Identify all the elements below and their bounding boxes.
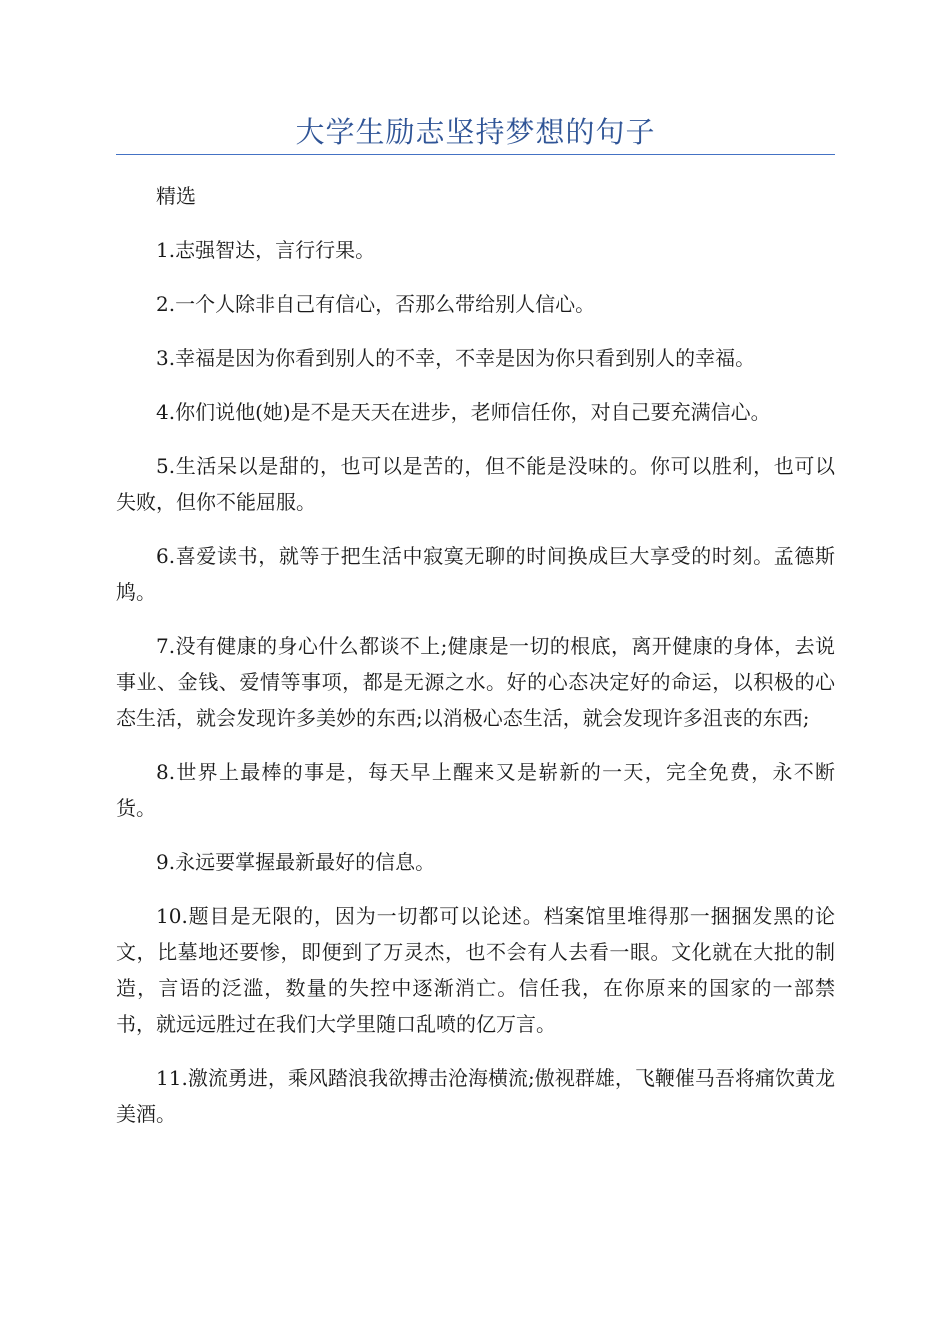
- paragraph-7: 7.没有健康的身心什么都谈不上;健康是一切的根底，离开健康的身体，去说事业、金钱、爱情等事项，都是无源之水。好的心态决定好的命运，以积极的心态生活，就会发现许多美妙的东西;以消极心态生活，就会发现许多沮丧的东西;: [116, 634, 835, 730]
- paragraph-10: 10.题目是无限的，因为一切都可以论述。档案馆里堆得那一捆捆发黑的论文，比墓地还要惨，即便到了万灵杰，也不会有人去看一眼。文化就在大批的制造，言语的泛滥，数量的失控中逐渐消亡。信任我，在你原来的国家的一部禁书，就远远胜过在我们大学里随口乱喷的亿万言。: [116, 904, 835, 1036]
- document-title: 大学生励志坚持梦想的句子: [295, 115, 656, 149]
- paragraph-4: 4.你们说他(她)是不是天天在进步，老师信任你，对自己要充满信心。: [156, 400, 771, 424]
- paragraph-1: 1.志强智达，言行行果。: [156, 238, 376, 262]
- paragraph-9: 9.永远要掌握最新最好的信息。: [156, 850, 436, 874]
- paragraph-intro: 精选: [156, 184, 196, 208]
- paragraph-3: 3.幸福是因为你看到别人的不幸，不幸是因为你只看到别人的幸福。: [156, 346, 756, 370]
- paragraph-2: 2.一个人除非自己有信心，否那么带给别人信心。: [156, 292, 596, 316]
- paragraph-11: 11.激流勇进，乘风踏浪我欲搏击沧海横流;傲视群雄，飞鞭催马吾将痛饮黄龙美酒。: [116, 1066, 835, 1126]
- paragraph-6: 6.喜爱读书，就等于把生活中寂寞无聊的时间换成巨大享受的时刻。孟德斯鸠。: [116, 544, 835, 604]
- paragraph-5: 5.生活呆以是甜的，也可以是苦的，但不能是没味的。你可以胜利，也可以失败，但你不能屈服。: [116, 454, 835, 514]
- paragraph-8: 8.世界上最棒的事是，每天早上醒来又是崭新的一天，完全免费，永不断货。: [116, 760, 835, 820]
- document-body: [116, 178, 835, 1150]
- title-underline: [116, 154, 835, 155]
